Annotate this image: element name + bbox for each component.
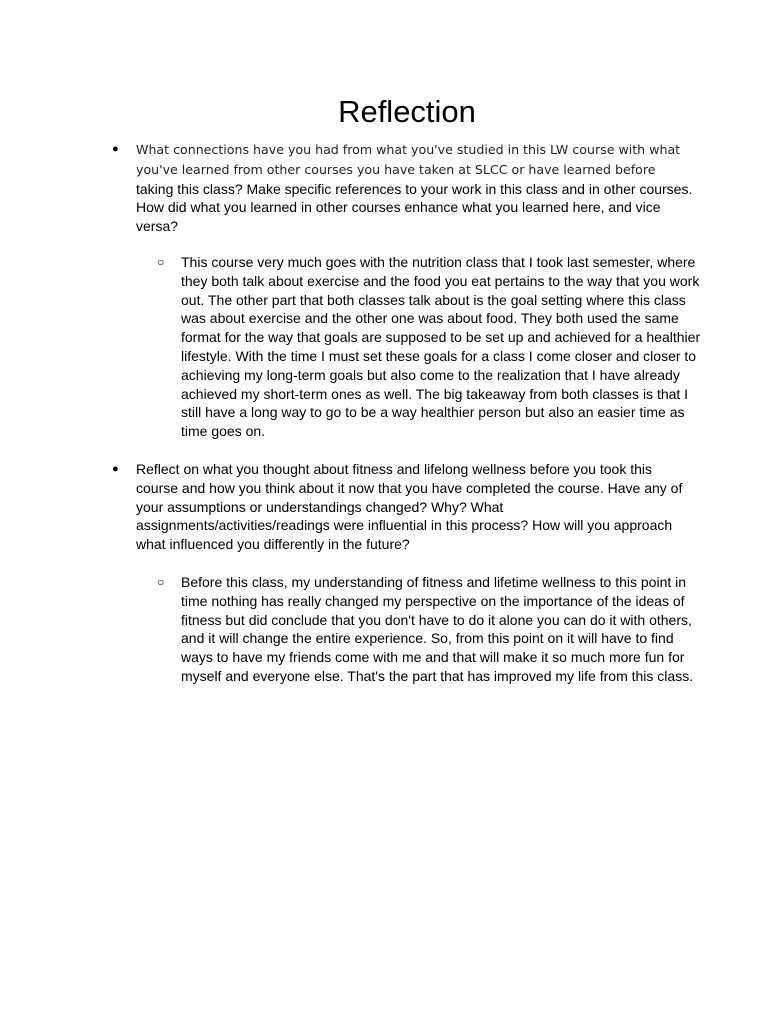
question-1 <box>136 140 696 236</box>
sub-bullet-icon: ○ <box>157 255 165 269</box>
answer-1: This course very much goes with the nutrition class that I took last semester, where they both talk about exercise and the food you eat pertains to the way that you work out. The other part that both classes talk about is the goal setting where this class was about exercise and the other one was about food. They both used the same format for the way that goals are supposed to be set up and achieved for a healthier lifestyle. With the time I must set these goals for a class I come closer and closer to achieving my long-term goals but also come to the realization that I have already achieved my short-term ones as well. The big takeaway from both classes is that I still have a long way to go to be a way healthier person but also an easier time as time goes on. <box>181 254 701 440</box>
question-2: Reflect on what you thought about fitness and lifelong wellness before you took this course and how you think about it now that you have completed the course. Have any of your assumptions or understandings changed? Why? What assignments/activities/readings were influential in this process? How will you approach what influenced you differently in the future? <box>136 461 683 553</box>
question-1-lead: What connections have you had from what you've studied in this LW course with what you've learned from other courses you have taken at SLCC or have learned before <box>136 142 681 177</box>
answer-2: Before this class, my understanding of fitness and lifetime wellness to this point in time nothing has really changed my perspective on the importance of the ideas of fitness but did conclude that you don't have to do it alone you can do it with others, and it will change the entire experience. So, from this point on it will have to find ways to have my friends come with me and that will make it so much more fun for myself and everyone else. That's the part that has improved my life from this class. <box>181 574 694 684</box>
page-title: Reflection <box>338 94 476 129</box>
bullet-icon: ● <box>112 463 119 475</box>
bullet-icon: ● <box>112 143 119 155</box>
question-1-rest: taking this class? Make specific references to your work in this class and in other courses. How did what you learned in other courses enhance what you learned here, and vice versa? <box>136 180 693 235</box>
sub-bullet-icon: ○ <box>157 575 165 589</box>
